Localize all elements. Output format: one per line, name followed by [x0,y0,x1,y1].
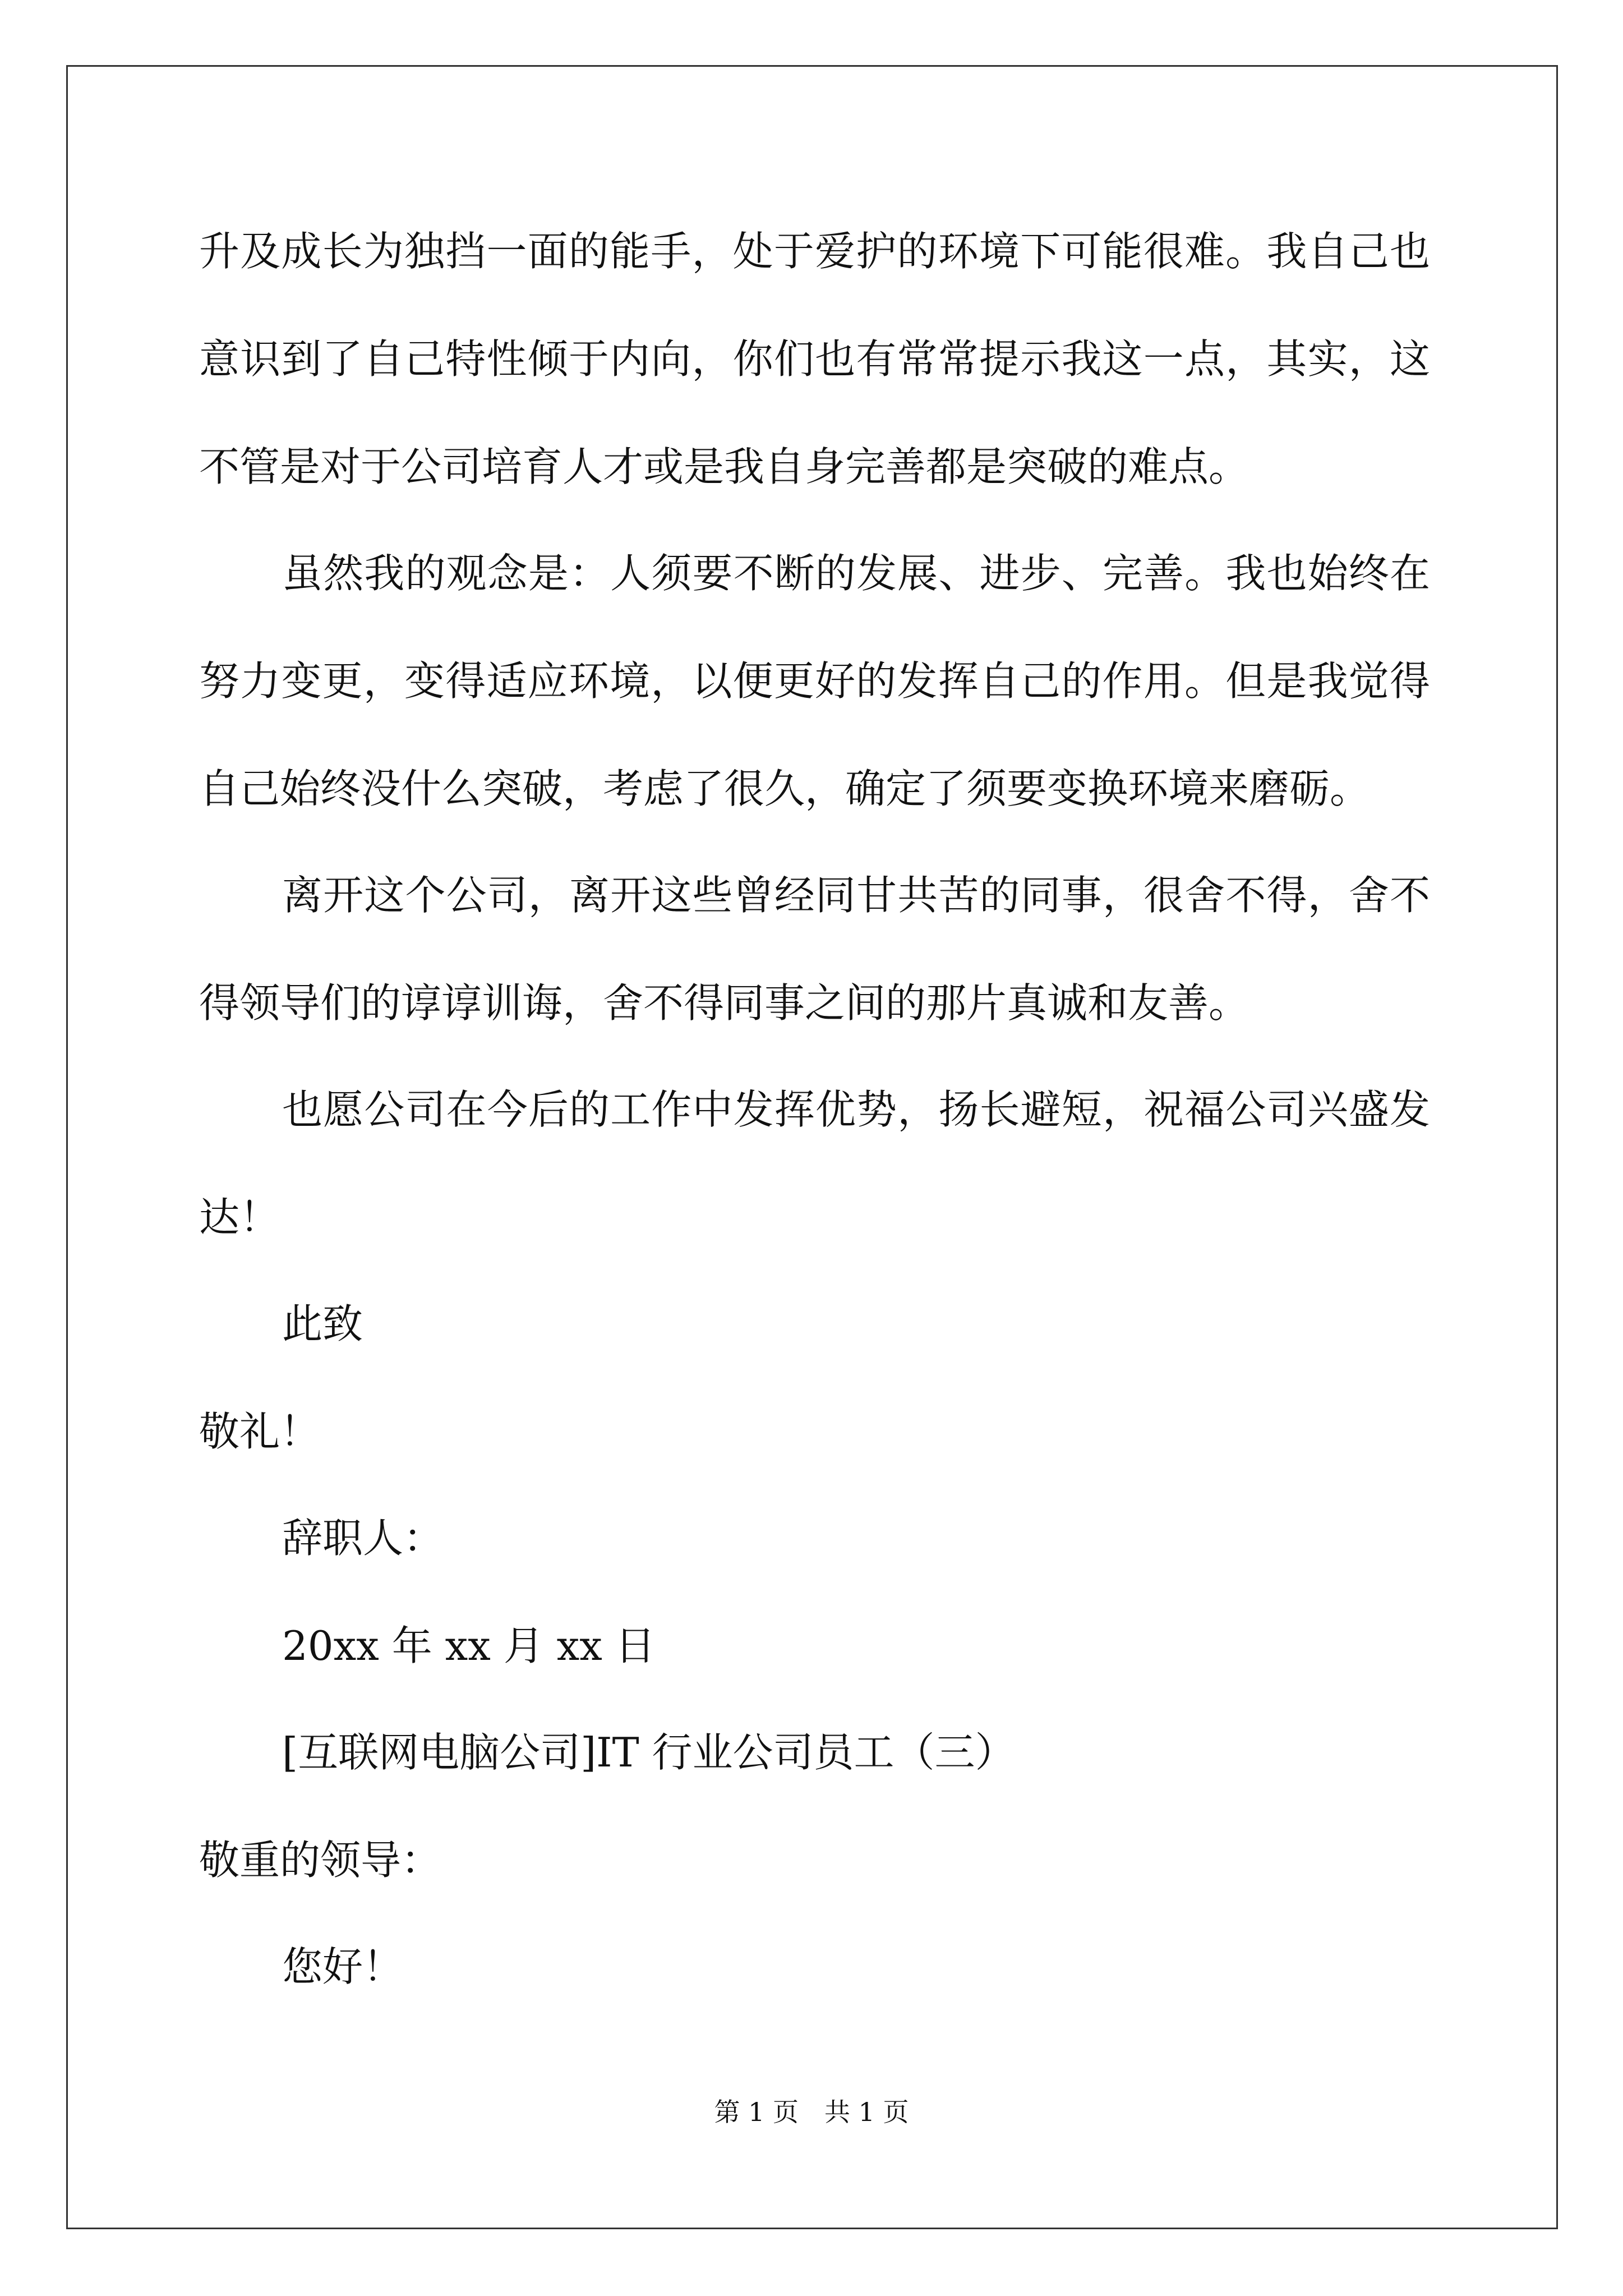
date-text: 20xx 年 xx 月 xx 日 [282,1622,656,1669]
paragraph-1-line-2: 意识到了自己特性倾于内向，你们也有常常提示我这一点，其实，这 [199,335,1430,383]
closing-text: 此致 [282,1300,363,1347]
next-letter-greeting: 敬重的领导： [199,1837,442,1884]
paragraph-3-line-1: 离开这个公司，离开这些曾经同甘共苦的同事，很舍不得，舍不 [282,872,1430,919]
salute-text: 敬礼！ [199,1408,321,1455]
next-letter-hello: 您好！ [282,1943,404,1990]
paragraph-2-line-3: 自己始终没什么突破，考虑了很久，确定了须要变换环境来磨砺。 [199,765,1371,812]
paragraph-1-line-1: 升及成长为独挡一面的能手，处于爱护的环境下可能很难。我自己也 [199,228,1430,275]
signer-label: 辞职人： [282,1515,444,1562]
paragraph-2-line-2: 努力变更，变得适应环境，以便更好的发挥自己的作用。但是我觉得 [199,657,1430,705]
paragraph-3-line-2: 得领导们的谆谆训诲，舍不得同事之间的那片真诚和友善。 [199,979,1249,1027]
paragraph-2-line-1: 虽然我的观念是：人须要不断的发展、进步、完善。我也始终在 [282,550,1430,597]
page-footer: 第 1 页 共 1 页 [714,2097,909,2127]
page-border [66,65,1558,2229]
paragraph-4-line-2: 达！ [199,1194,280,1241]
next-letter-title: [互联网电脑公司]IT 行业公司员工（三） [282,1729,1016,1776]
paragraph-4-line-1: 也愿公司在今后的工作中发挥优势，扬长避短，祝福公司兴盛发 [282,1086,1430,1133]
paragraph-1-line-3: 不管是对于公司培育人才或是我自身完善都是突破的难点。 [199,443,1249,490]
